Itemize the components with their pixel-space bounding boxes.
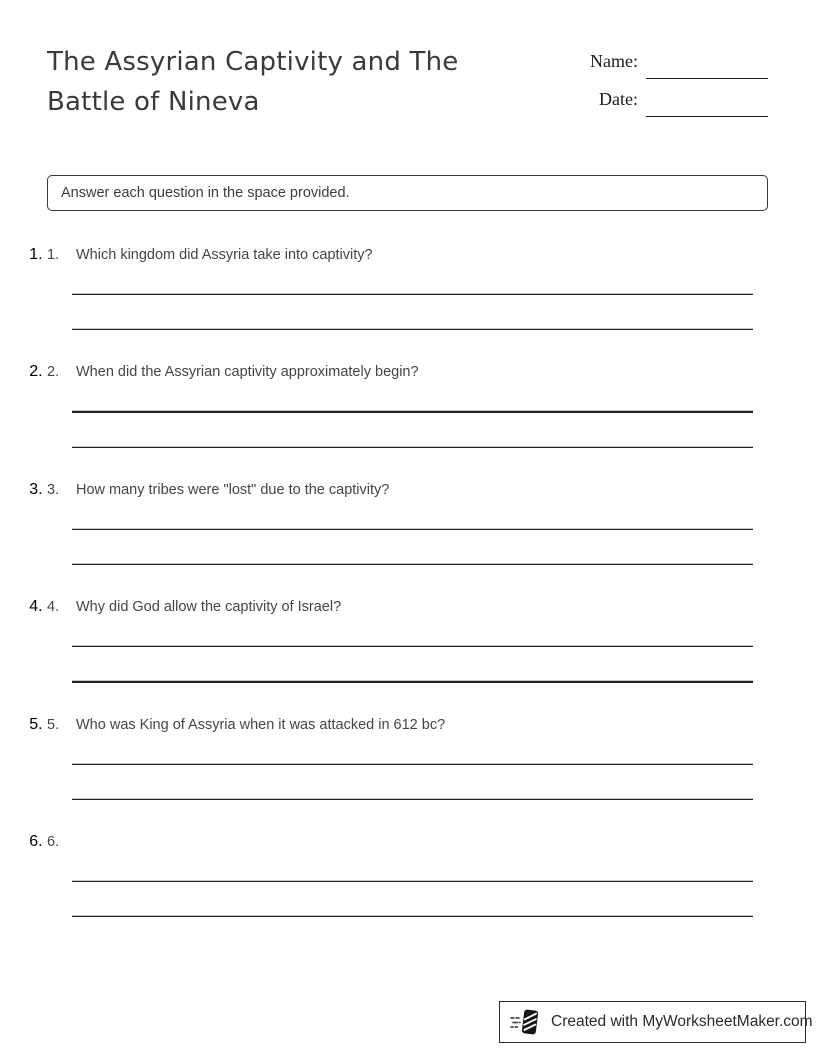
answer-line-1[interactable] xyxy=(72,880,753,882)
question-prompt xyxy=(47,598,753,617)
answer-line-1[interactable] xyxy=(72,763,753,765)
instructions-text: Answer each question in the space provided. xyxy=(61,185,350,201)
question-text: How many tribes were "lost" due to the captivity? xyxy=(76,481,390,498)
name-blank[interactable] xyxy=(646,78,768,79)
footer-credit-badge xyxy=(499,1001,813,1043)
question-row xyxy=(47,598,753,682)
answer-line-2[interactable] xyxy=(72,328,753,330)
question-prompt xyxy=(47,363,753,382)
question-prompt xyxy=(47,833,753,852)
worksheet-title xyxy=(47,42,567,122)
title-line-2: Battle of Nineva xyxy=(47,87,260,117)
question-prompt xyxy=(47,716,753,735)
question-text: Which kingdom did Assyria take into captivity? xyxy=(76,247,373,263)
question-row xyxy=(47,246,753,330)
question-text xyxy=(76,833,753,852)
answer-line-2[interactable] xyxy=(72,915,753,917)
answer-line-1[interactable] xyxy=(72,528,753,530)
question-row xyxy=(47,481,753,565)
question-row xyxy=(47,833,753,917)
question-number: 4. 4. xyxy=(47,599,60,616)
footer-credit-text: Created with MyWorksheetMaker.com xyxy=(551,1013,813,1030)
question-text: Who was King of Assyria when it was attacked in 612 bc? xyxy=(76,716,446,733)
answer-line-2[interactable] xyxy=(72,563,753,565)
question-number: 3. 3. xyxy=(47,481,60,498)
date-blank[interactable] xyxy=(646,116,768,117)
answer-line-2[interactable] xyxy=(72,680,753,682)
question-number: 5. 5. xyxy=(47,716,60,733)
question-number: 2. 2. xyxy=(47,364,60,381)
questions-list xyxy=(47,246,753,950)
date-label: Date: xyxy=(599,89,638,109)
name-row xyxy=(538,51,768,79)
answer-line-1[interactable] xyxy=(72,410,753,412)
question-text: Why did God allow the captivity of Israel? xyxy=(76,599,342,616)
question-row xyxy=(47,363,753,447)
question-text: When did the Assyrian captivity approximately begin? xyxy=(76,364,419,381)
question-row xyxy=(47,716,753,800)
instructions-box xyxy=(47,175,768,211)
question-prompt xyxy=(47,481,753,500)
answer-line-2[interactable] xyxy=(72,446,753,448)
answer-line-1[interactable] xyxy=(72,293,753,295)
title-line-1: The Assyrian Captivity and The xyxy=(47,47,459,77)
question-number: 1. 1. xyxy=(47,247,60,263)
date-row xyxy=(538,89,768,117)
answer-line-2[interactable] xyxy=(72,798,753,800)
name-label: Name: xyxy=(590,51,638,71)
question-number: 6. 6. xyxy=(47,833,60,850)
worksheet-maker-logo-icon xyxy=(510,1008,542,1036)
question-prompt xyxy=(47,246,753,265)
answer-line-1[interactable] xyxy=(72,645,753,647)
